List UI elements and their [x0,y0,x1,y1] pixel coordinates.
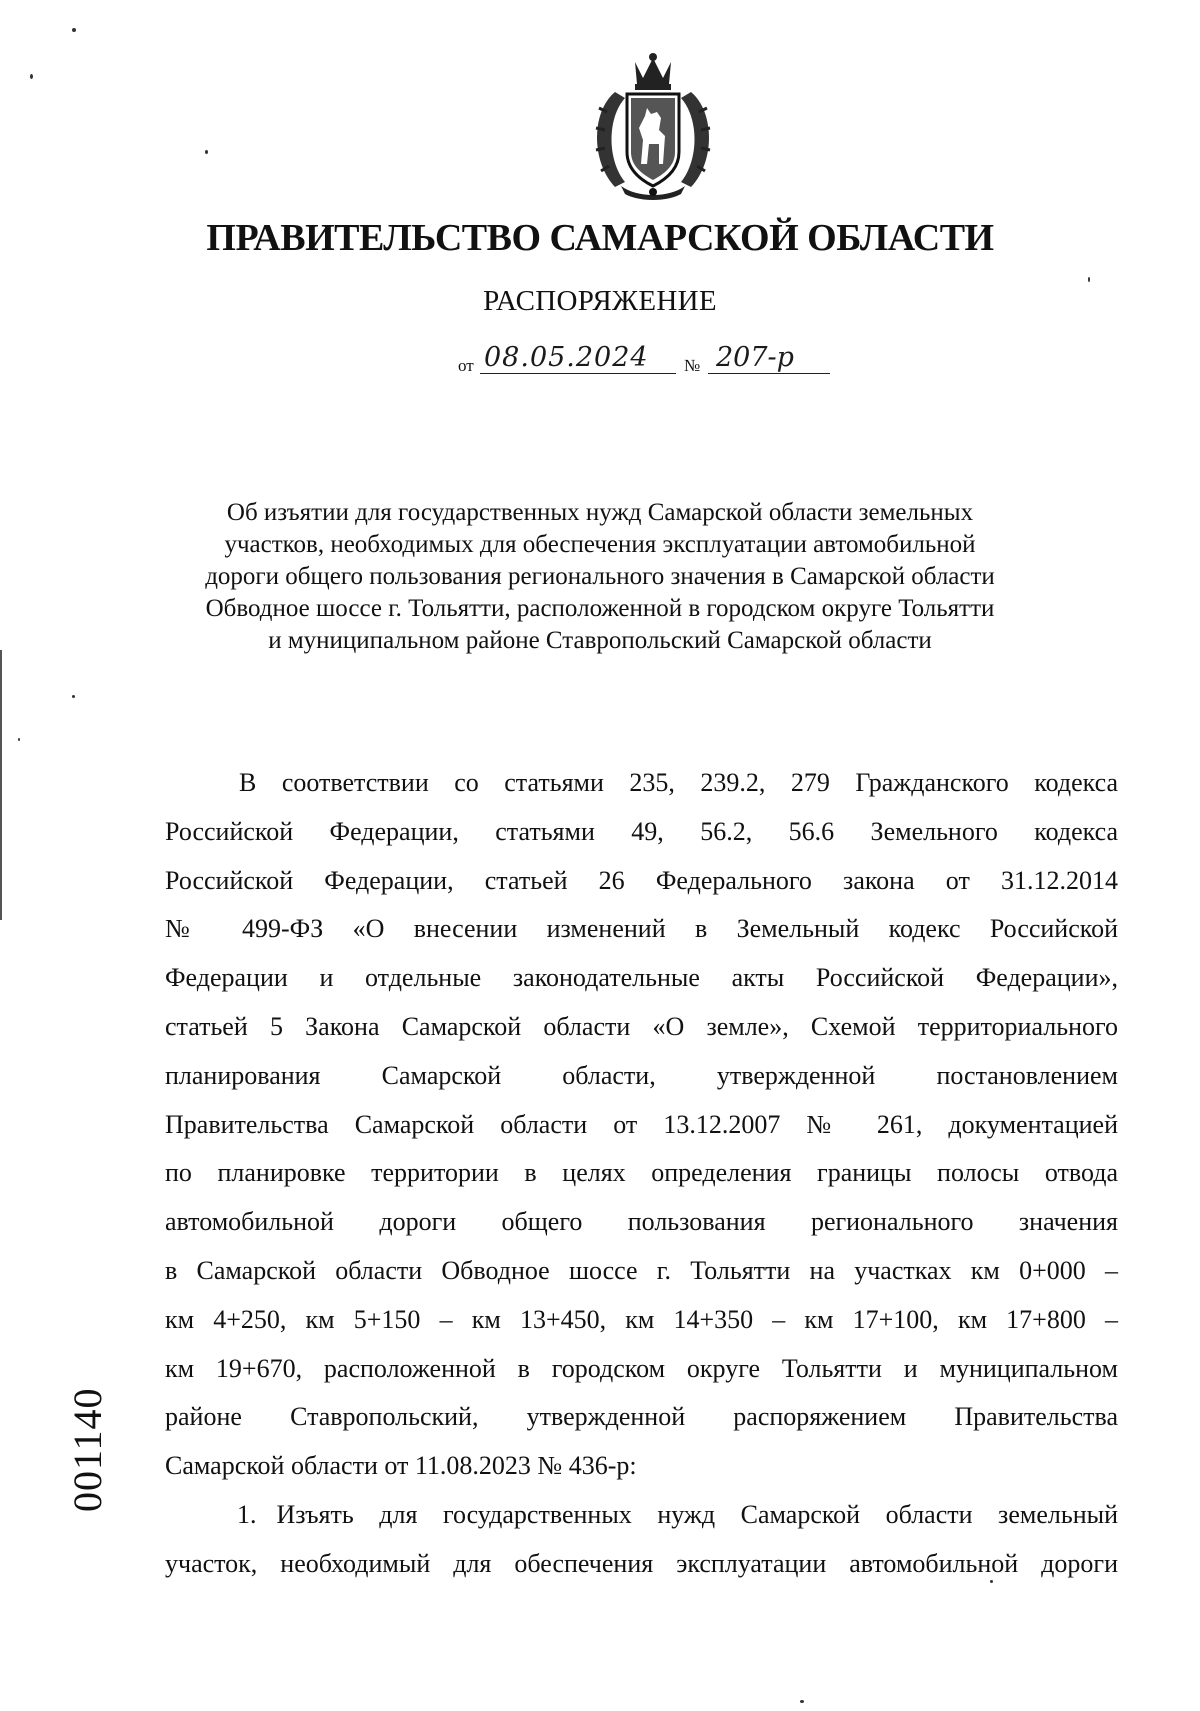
preamble-line: Российской Федерации, статьями 49, 56.2, 56.6 Земельного кодекса [165,816,1118,846]
preamble-line: км 4+250, км 5+150 – км 13+450, км 14+350 – км 17+100, км 17+800 – [165,1304,1118,1334]
preamble-line: статьей 5 Закона Самарской области «О земле», Схемой территориального [165,1011,1118,1041]
preamble-line: автомобильной дороги общего пользования регионального значения [165,1207,1118,1237]
handwritten-number: 207-р [716,342,794,373]
preamble-line: км 19+670, расположенной в городском округе Тольятти и муниципальном [165,1353,1118,1383]
item-1-text: Изъять для государственных нужд Самарской области земельный [276,1499,1118,1529]
scan-speck [72,28,76,32]
preamble-line: № 499-ФЗ «О внесении изменений в Земельный кодекс Российской [165,914,1118,944]
scan-edge-mark [0,650,2,920]
date-number-line [458,340,878,380]
subject-line: Об изъятии для государственных нужд Самарской области земельных [226,499,974,526]
document-subject [150,497,1050,657]
scan-speck [205,150,208,154]
samara-coat-of-arms-icon [585,52,721,200]
preamble-line: Самарской области от 11.08.2023 № 436-р: [165,1451,637,1481]
number-prefix: № [684,356,701,375]
preamble-line: Российской Федерации, статьей 26 Федерального закона от 31.12.2014 [165,865,1118,895]
preamble-line: Правительства Самарской области от 13.12.2007 № 261, документацией [165,1109,1118,1139]
item-1-line: участок, необходимый для обеспечения эксплуатации автомобильной дороги [165,1548,1118,1578]
scan-speck [800,1700,804,1703]
subject-line: и муниципальном районе Ставропольский Самарской области [268,627,932,654]
preamble-line: планирования Самарской области, утвержденной постановлением [165,1060,1118,1090]
subject-line: участков, необходимых для обеспечения эксплуатации автомобильной [224,531,976,558]
handwritten-date: 08.05.2024 [484,342,649,373]
subject-line: Обводное шоссе г. Тольятти, расположенной в городском округе Тольятти [205,595,995,622]
preamble-line: районе Ставропольский, утвержденной распоряжением Правительства [165,1402,1118,1432]
scan-speck [1088,277,1090,282]
preamble-line: В соответствии со статьями 235, 239.2, 279 Гражданского кодекса [239,768,1118,797]
date-underline [480,373,676,374]
preamble-line: по планировке территории в целях определения границы полосы отвода [165,1158,1118,1188]
item-1-number: 1. [237,1499,257,1529]
organization-title: ПРАВИТЕЛЬСТВО САМАРСКОЙ ОБЛАСТИ [206,217,994,259]
date-prefix: от [458,356,474,375]
subject-line: дороги общего пользования регионального значения в Самарской области [205,563,995,590]
scan-speck [72,695,75,698]
side-serial-number: 001140 [65,1387,110,1512]
scan-speck [18,738,20,741]
scan-speck [30,74,33,79]
preamble-line: Федерации и отдельные законодательные акты Российской Федерации», [165,963,1118,993]
preamble-line: в Самарской области Обводное шоссе г. Тольятти на участках км 0+000 – [165,1255,1118,1285]
document-type: РАСПОРЯЖЕНИЕ [483,285,717,317]
document-body [165,759,1118,1589]
item-1-line [165,1491,1118,1540]
number-underline [708,373,830,374]
